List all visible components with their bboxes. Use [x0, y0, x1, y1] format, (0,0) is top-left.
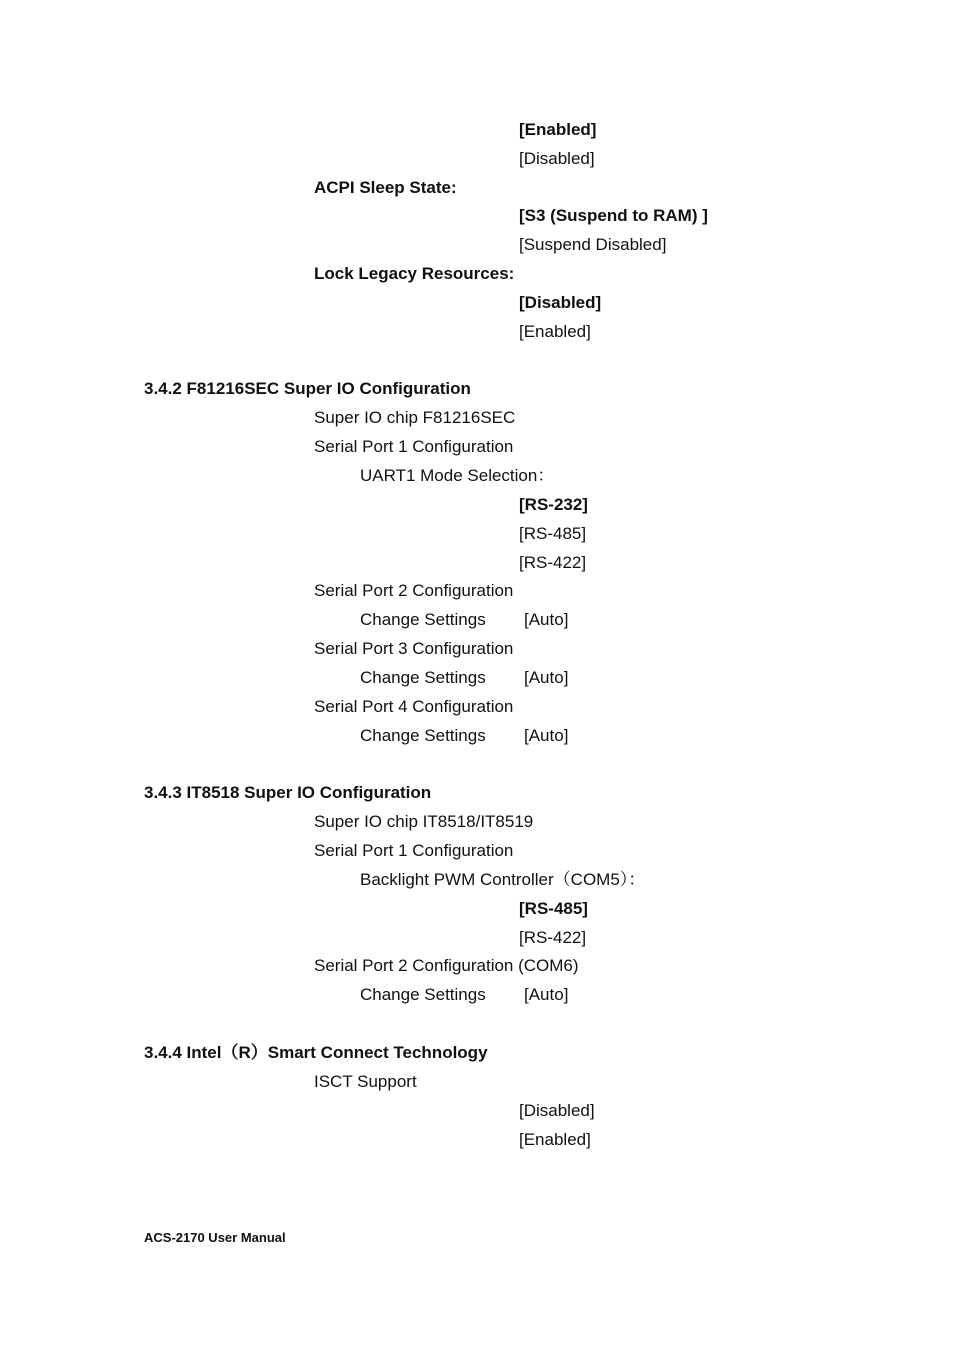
option-disabled-default: [Disabled] — [519, 293, 602, 312]
super-io-chip-f81216sec: Super IO chip F81216SEC — [314, 408, 516, 427]
option-rs232-default: [RS-232] — [519, 495, 588, 514]
serial-port-1-config: Serial Port 1 Configuration — [314, 841, 514, 860]
option-disabled: [Disabled] — [519, 1101, 595, 1120]
option-disabled: [Disabled] — [519, 149, 595, 168]
change-settings-value: [Auto] — [524, 985, 569, 1004]
serial-port-4-config: Serial Port 4 Configuration — [314, 697, 514, 716]
change-settings-label: Change Settings — [360, 668, 486, 687]
serial-port-2-config-com6: Serial Port 2 Configuration (COM6) — [314, 956, 579, 975]
uart1-mode-selection-label: UART1 Mode Selection： — [360, 466, 555, 485]
change-settings-value: [Auto] — [524, 726, 569, 745]
option-enabled-default: [Enabled] — [519, 120, 597, 139]
option-rs422: [RS-422] — [519, 553, 587, 572]
option-rs485-default: [RS-485] — [519, 899, 588, 918]
option-suspend-disabled: [Suspend Disabled] — [519, 235, 667, 254]
change-settings-value: [Auto] — [524, 610, 569, 629]
option-enabled: [Enabled] — [519, 322, 591, 341]
option-rs485: [RS-485] — [519, 524, 587, 543]
section-heading-344: 3.4.4 Intel（R）Smart Connect Technology — [144, 1043, 488, 1062]
serial-port-3-config: Serial Port 3 Configuration — [314, 639, 514, 658]
section-heading-342: 3.4.2 F81216SEC Super IO Configuration — [144, 379, 471, 398]
section-heading-343: 3.4.3 IT8518 Super IO Configuration — [144, 783, 432, 802]
option-s3-suspend-default: [S3 (Suspend to RAM) ] — [519, 206, 708, 225]
acpi-sleep-state-label: ACPI Sleep State: — [314, 178, 457, 197]
isct-support-label: ISCT Support — [314, 1072, 417, 1091]
super-io-chip-it8518: Super IO chip IT8518/IT8519 — [314, 812, 534, 831]
backlight-pwm-controller-label: Backlight PWM Controller（COM5）： — [360, 870, 646, 889]
change-settings-label: Change Settings — [360, 985, 486, 1004]
serial-port-2-config: Serial Port 2 Configuration — [314, 581, 514, 600]
change-settings-label: Change Settings — [360, 610, 486, 629]
change-settings-label: Change Settings — [360, 726, 486, 745]
page-footer: ACS-2170 User Manual — [144, 1230, 286, 1245]
lock-legacy-resources-label: Lock Legacy Resources: — [314, 264, 515, 283]
option-rs422: [RS-422] — [519, 928, 587, 947]
serial-port-1-config: Serial Port 1 Configuration — [314, 437, 514, 456]
option-enabled: [Enabled] — [519, 1130, 591, 1149]
change-settings-value: [Auto] — [524, 668, 569, 687]
